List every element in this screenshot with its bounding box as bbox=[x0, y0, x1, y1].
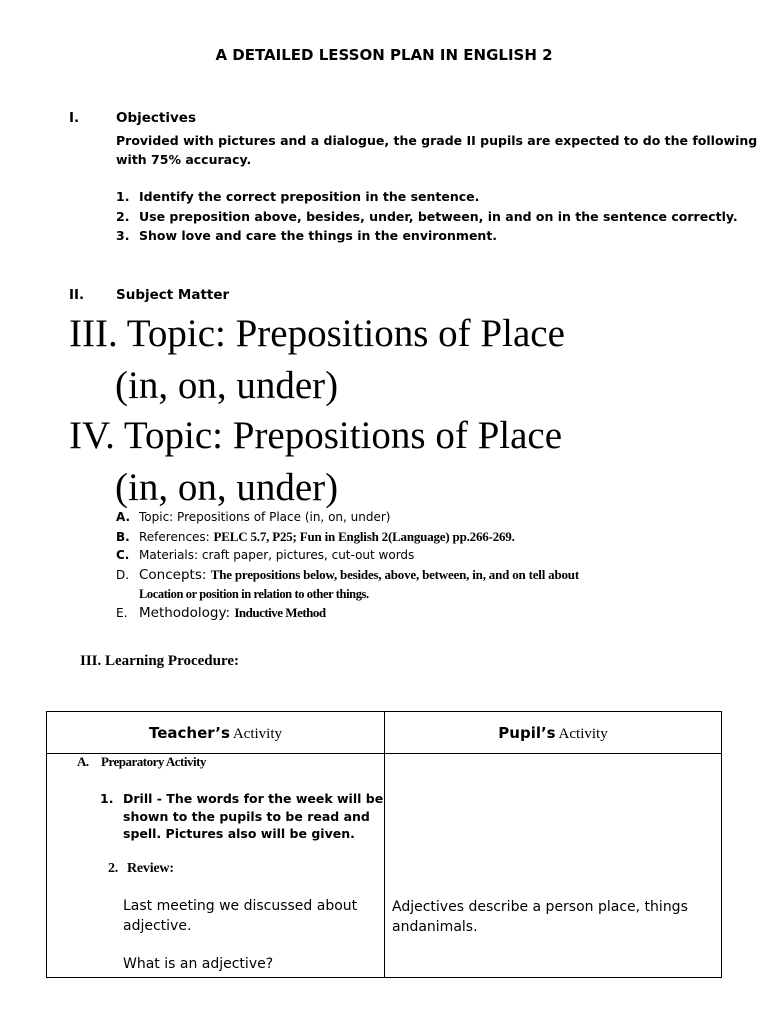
pupil-answer-line-2: andanimals. bbox=[392, 919, 478, 935]
activity-table bbox=[46, 711, 722, 978]
pupil-activity-cell bbox=[385, 754, 722, 978]
objectives-list bbox=[116, 187, 738, 246]
drill-line-2: shown to the pupils to be read and bbox=[123, 809, 370, 824]
learning-procedure-heading: III. Learning Procedure: bbox=[80, 653, 240, 669]
objective-item: 1. Identify the correct preposition in the sentence. bbox=[116, 189, 480, 204]
pupil-activity-header: Pupil’s Activity bbox=[385, 712, 722, 754]
drill-line-1: Drill - The words for the week will be bbox=[123, 791, 384, 806]
large-topic-heading-1: III. Topic: Prepositions of Place (in, on, under) bbox=[69, 312, 565, 407]
review-number: 2. bbox=[108, 861, 119, 876]
objectives-intro-line-1: Provided with pictures and a dialogue, the grade II pupils are expected to do the following bbox=[116, 133, 758, 148]
teacher-activity-cell bbox=[47, 754, 385, 978]
subject-matter-number: II. bbox=[69, 287, 85, 303]
large-topic-heading-2: IV. Topic: Prepositions of Place (in, on, under) bbox=[69, 414, 563, 509]
document-title: A DETAILED LESSON PLAN IN ENGLISH 2 bbox=[215, 46, 553, 64]
review-label: Review: bbox=[127, 861, 174, 876]
last-meeting-line-2: adjective. bbox=[123, 918, 192, 934]
table-row bbox=[47, 754, 722, 978]
objectives-intro-line-2: with 75% accuracy. bbox=[116, 152, 252, 167]
objective-item: 2. Use preposition above, besides, under, between, in and on in the sentence correctly. bbox=[116, 208, 738, 224]
preparatory-activity-label: Preparatory Activity bbox=[101, 754, 206, 769]
drill-number: 1. bbox=[100, 791, 114, 806]
subject-item-topic: A. Topic: Prepositions of Place (in, on, under) bbox=[116, 510, 391, 524]
subject-item-methodology: E. Methodology: Inductive Method bbox=[116, 605, 326, 621]
drill-line-3: spell. Pictures also will be given. bbox=[123, 826, 355, 841]
last-meeting-line-1: Last meeting we discussed about bbox=[123, 898, 358, 914]
table-header-row bbox=[47, 712, 722, 754]
subject-matter-heading: Subject Matter bbox=[116, 287, 230, 303]
subject-matter-list bbox=[116, 508, 579, 622]
adjective-question: What is an adjective? bbox=[123, 956, 274, 972]
subject-item-concepts: D. Concepts: The prepositions below, besides, above, between, in, and on tell about Location or position in relation to other things. bbox=[116, 567, 579, 601]
subject-item-materials: C. Materials: craft paper, pictures, cut-out words bbox=[116, 548, 415, 562]
objective-item: 3. Show love and care the things in the environment. bbox=[116, 228, 498, 243]
teacher-activity-header: Teacher’s Activity bbox=[47, 712, 385, 754]
objectives-heading: Objectives bbox=[116, 110, 196, 126]
preparatory-activity-number: A. bbox=[77, 754, 89, 769]
pupil-answer-line-1: Adjectives describe a person place, things bbox=[392, 899, 688, 915]
objectives-number: I. bbox=[69, 110, 80, 126]
subject-item-references: B. References: PELC 5.7, P25; Fun in English 2(Language) pp.266-269. bbox=[116, 529, 515, 544]
